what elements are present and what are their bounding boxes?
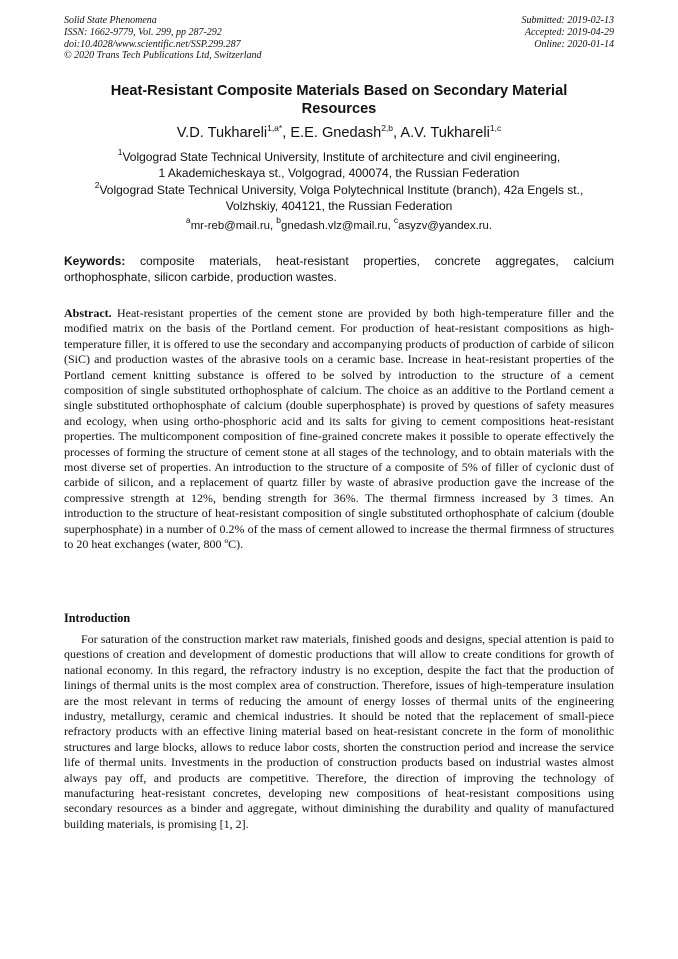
journal-name: Solid State Phenomena xyxy=(64,15,157,26)
affiliation-2 xyxy=(64,180,614,214)
keywords-text: composite materials, heat-resistant properties, concrete aggregates, calcium orthophosphate, silicon carbide, production wastes. xyxy=(64,254,614,284)
author-name: E.E. Gnedash xyxy=(290,125,382,141)
journal-issn: ISSN: 1662-9779, Vol. 299, pp 287-292 xyxy=(64,26,222,38)
affiliation-line: Volgograd State Technical University, Institute of architecture and civil engineering, xyxy=(122,150,561,164)
abstract-text: Heat-resistant properties of the cement stone are provided by both high-temperature filler and the modified matrix on the basis of the Portland cement. For production of heat-resistant compositions as high-temperature filler, it is offered to use the secondary and accompanying products of production of carbide of silicon (SiC) and production wastes of the abrasive tools on a ceramic base. Increase in heat-resistant properties of the Portland cement knitting substance is offered to be solved by introduction to the structure of a cement composition of single substituted orthophosphate of calcium. The choice as an additive to the Portland cement a single substituted orthophosphate of calcium (double superphosphate) is proved by questions of safety measures and ecology, when using ortho-phosphoric acid and its salts for giving to cement compositions heat-resistant properties. The multicomponent composition of fine-grained concrete makes it possible to operate effectively the processes of forming the structure of cement stone at all stages of the technology, and to obtain materials with the most diverse set of properties. An introduction to the structure of a composite of 5% of filler of cyclonic dust of carbide of silicon, and a replacement of quartz filler by waste of abrasive production gave the increase of the compressive strength at 12%, bending strength for 36%. The thermal firmness increased by 3 times. An introduction to the structure of heat-resistant composition of single substituted orthophosphate of calcium (double superphosphate) in a number of 0.2% of the mass of cement allowed to increase the thermal firmness of structures to 20 heat exchanges (water, 800 ºC). xyxy=(64,306,614,552)
abstract xyxy=(64,306,614,553)
affiliation-line: 1 Akademicheskaya st., Volgograd, 400074, the Russian Federation xyxy=(158,165,520,180)
submission-dates xyxy=(354,15,614,50)
affiliation-line: Volgograd State Technical University, Volga Polytechnical Institute (branch), 42a Engels st., xyxy=(99,183,584,197)
author-name: V.D. Tukhareli xyxy=(176,125,268,141)
email-mark: b xyxy=(276,215,282,225)
affiliation-1 xyxy=(64,147,614,181)
journal-copyright: © 2020 Trans Tech Publications Ltd, Switzerland xyxy=(64,50,262,62)
author-affiliation-mark: 1,a* xyxy=(267,123,283,133)
introduction-paragraph: For saturation of the construction market raw materials, finished goods and designs, special attention is paid to questions of creation and development of domestic productions that will allow to create conditions for growth of national economy. In this regard, the refractory industry is no exception, despite the fact that the production of linings of thermal units is the most complex area of construction. Therefore, issues of high-temperature insulation are the most relevant in terms of reducing the amount of energy losses of thermal units of the engineering industry, metallurgy, ceramic and chemical industries. It should be noted that the replacement of small-piece refractory products with an effective lining material based on heat-resistant concrete in the form of monolithic structures and large blocks, allows to reduce labor costs, shorten the construction period and increase the service life of thermal units. Investments in the production of construction products based on industrial wastes almost always pay off, and products are competitive. Therefore, the direction of improving the technology of manufacturing heat-resistant concretes, developing new compositions of heat-resistant compositions using secondary resources as a binder and aggregate, without diminishing the durability and quality of manufactured building materials, is promising [1, 2]. xyxy=(64,632,614,831)
paper-title-line-1: Heat-Resistant Composite Materials Based on Secondary Material xyxy=(110,83,568,99)
email-mark: a xyxy=(185,215,191,225)
author-affiliation-mark: 1,c xyxy=(489,123,502,133)
introduction-heading: Introduction xyxy=(64,611,131,625)
email-address[interactable]: gnedash.vlz@mail.ru, xyxy=(281,220,394,232)
author-list xyxy=(64,124,614,142)
affiliation-line: Volzhskiy, 404121, the Russian Federation xyxy=(225,198,453,213)
journal-info xyxy=(64,15,384,62)
author-affiliation-mark: 2,b xyxy=(381,123,394,133)
author-name: A.V. Tukhareli xyxy=(400,125,490,141)
paper-title xyxy=(64,82,614,118)
online-date: Online: 2020-01-14 xyxy=(534,38,614,50)
accepted-date: Accepted: 2019-04-29 xyxy=(524,26,614,38)
keywords-label: Keywords: xyxy=(64,254,126,268)
author-separator: , xyxy=(393,125,401,141)
keywords xyxy=(64,254,614,285)
author-separator: , xyxy=(282,125,291,141)
email-mark: c xyxy=(393,215,399,225)
affiliation-number: 2 xyxy=(94,180,100,190)
author-emails xyxy=(64,215,614,234)
journal-doi: doi:10.4028/www.scientific.net/SSP.299.287 xyxy=(64,38,241,50)
abstract-label: Abstract. xyxy=(64,306,112,320)
paper-title-line-2: Resources xyxy=(301,101,377,117)
email-address[interactable]: mr-reb@mail.ru, xyxy=(190,220,277,232)
email-address[interactable]: asyzv@yandex.ru. xyxy=(398,220,493,232)
submitted-date: Submitted: 2019-02-13 xyxy=(521,15,614,26)
affiliation-number: 1 xyxy=(117,147,123,157)
